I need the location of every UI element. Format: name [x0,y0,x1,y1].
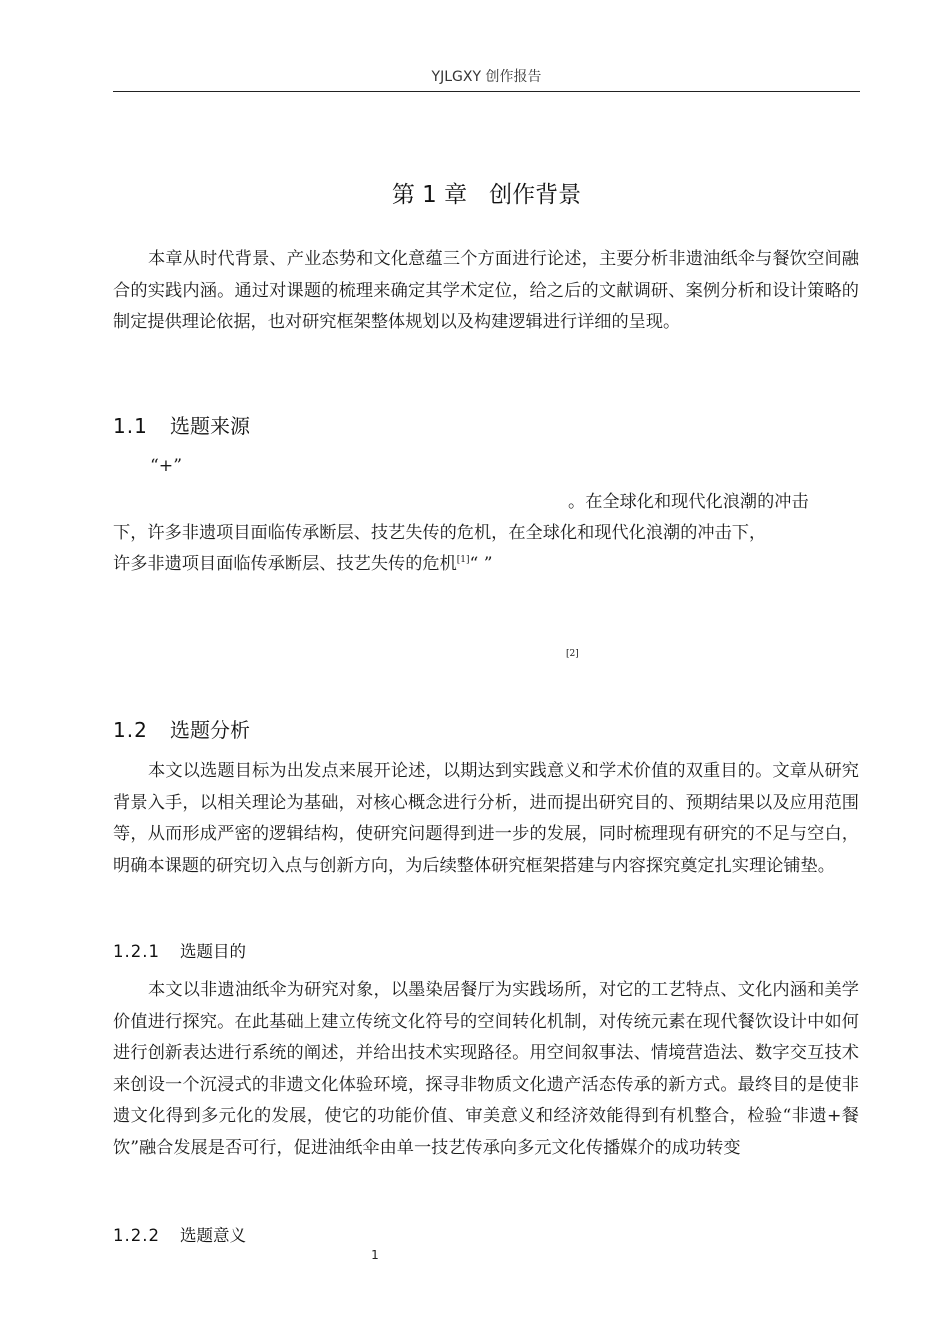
quote-marks: “ ” [469,554,493,574]
subsection-number: 1.2.2 [113,1226,160,1245]
section-heading-1-2 [113,714,250,743]
page-header: YJLGXY 创作报告 [431,69,542,85]
subsection-title: 选题意义 [180,1226,246,1245]
subsection-heading-1-2-1 [113,938,246,962]
chapter-title [113,176,860,209]
section-number: 1.2 [113,718,148,742]
quote-fragment: “+” [150,456,182,476]
section-title: 选题来源 [170,414,250,438]
citation-ref: [1] [456,555,470,565]
line-text: 许多非遗项目面临传承断层、技艺失传的危机 [113,554,457,574]
section-1-2-1-paragraph: 本文以非遗油纸伞为研究对象，以墨染居餐厅为实践场所，对它的工艺特点、文化内涵和美学价值进行探究。在此基础上建立传统文化符号的空间转化机制，对传统元素在现代餐饮设计中如何进行创新表达进行系统的阐述，并给出技术实现路径。用空间叙事法、情境营造法、数字交互技术来创设一个沉浸式的非遗文化体验环境，探寻非物质文化遗产活态传承的新方式。最终目的是使非遗文化得到多元化的发展，使它的功能价值、审美意义和经济效能得到有机整合，检验“非遗+餐饮”融合发展是否可行，促进油纸伞由单一技艺传承向多元文化传播媒介的成功转变 [113,980,859,1158]
subsection-heading-1-2-2 [113,1222,246,1246]
header-rule [113,91,860,92]
chapter-name: 创作背景 [489,182,582,208]
subsection-number: 1.2.1 [113,942,160,961]
section-title: 选题分析 [170,718,250,742]
paragraph-line [113,549,493,574]
intro-paragraph: 本章从时代背景、产业态势和文化意蕴三个方面进行论述，主要分析非遗油纸伞与餐饮空间融合的实践内涵。通过对课题的梳理来确定其学术定位，给之后的文献调研、案例分析和设计策略的制定提供理论依据，也对研究框架整体规划以及构建逻辑进行详细的呈现。 [113,249,859,332]
section-1-2-paragraph: 本文以选题目标为出发点来展开论述，以期达到实践意义和学术价值的双重目的。文章从研究背景入手，以相关理论为基础，对核心概念进行分析，进而提出研究目的、预期结果以及应用范围等，从而形成严密的逻辑结构，使研究问题得到进一步的发展，同时梳理现有研究的不足与空白，明确本课题的研究切入点与创新方向，为后续整体研究框架搭建与内容探究奠定扎实理论铺垫。 [113,761,859,876]
section-number: 1.1 [113,414,148,438]
chapter-number: 第 1 章 [391,182,468,208]
citation-ref: [2] [566,649,579,659]
subsection-title: 选题目的 [180,942,246,961]
page-number: 1 [371,1248,379,1262]
paragraph-line: 下，许多非遗项目面临传承断层、技艺失传的危机，在全球化和现代化浪潮的冲击下， [113,523,767,543]
paragraph-line: 。在全球化和现代化浪潮的冲击 [568,492,809,512]
section-heading-1-1 [113,410,250,439]
